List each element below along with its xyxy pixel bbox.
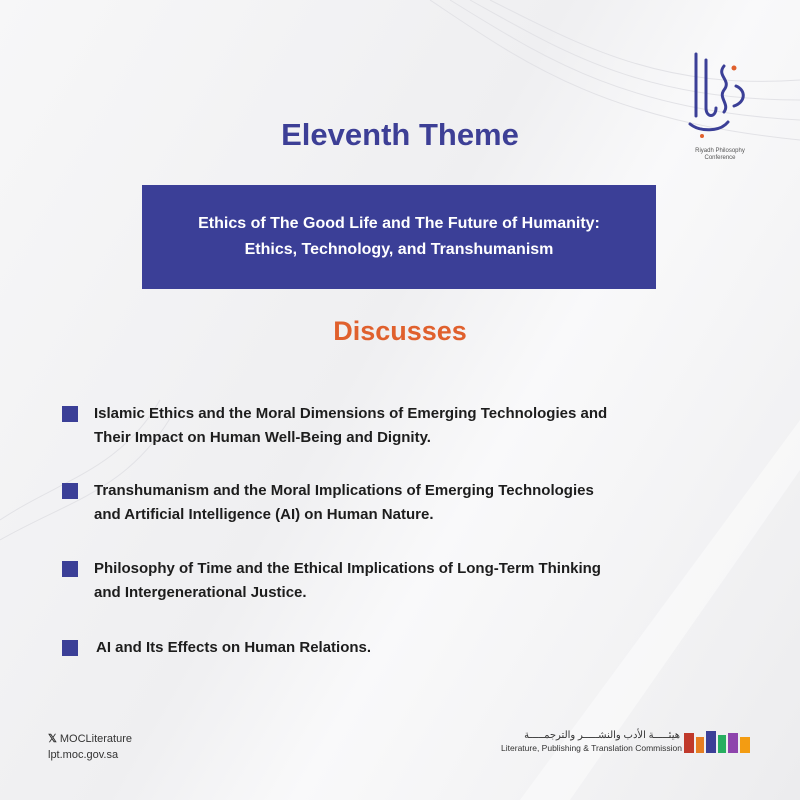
theme-title: Eleventh Theme (281, 117, 519, 152)
social-handle[interactable]: MOCLiterature (59, 733, 133, 745)
social-info (48, 731, 132, 763)
list-item (62, 557, 682, 607)
commission-name-english: Literature, Publishing & Translation Commission (501, 743, 682, 753)
banner-line-1: Ethics of The Good Life and The Future of Humanity: (198, 215, 600, 232)
list-item (62, 479, 682, 529)
list-item-text (94, 557, 684, 605)
bullet-square-icon (62, 406, 78, 422)
caption-line-1: Riyadh Philosophy (695, 148, 745, 154)
list-item (62, 402, 682, 452)
x-icon[interactable]: 𝕏 (48, 733, 57, 745)
discusses-heading: Discusses (333, 316, 467, 346)
list-item-line: and Intergenerational Justice. (94, 584, 307, 601)
bullet-square-icon (62, 483, 78, 499)
banner-line-2: Ethics, Technology, and Transhumanism (244, 241, 554, 258)
commission-name-arabic: هيئـــــة الأدب والنشـــــر والترجمـــــة (524, 730, 680, 741)
list-item-text (94, 479, 684, 527)
list-item-line: and Artificial Intelligence (AI) on Human Nature. (94, 506, 434, 523)
list-item-line: Transhumanism and the Moral Implications of Emerging Technologies (94, 482, 594, 499)
list-item (62, 636, 682, 662)
commission-logo-icon (684, 729, 754, 755)
website-link[interactable]: lpt.moc.gov.sa (48, 749, 119, 761)
list-item-text (96, 636, 686, 660)
bullet-square-icon (62, 561, 78, 577)
list-item-line: Their Impact on Human Well-Being and Dignity. (94, 429, 431, 446)
list-item-text (94, 402, 684, 450)
theme-banner (142, 185, 656, 289)
list-item-line: Philosophy of Time and the Ethical Implications of Long-Term Thinking (94, 560, 601, 577)
bullet-square-icon (62, 640, 78, 656)
list-item-line: AI and Its Effects on Human Relations. (96, 639, 372, 656)
list-item-line: Islamic Ethics and the Moral Dimensions of Emerging Technologies and (94, 405, 608, 422)
caption-line-2: Conference (704, 155, 736, 161)
